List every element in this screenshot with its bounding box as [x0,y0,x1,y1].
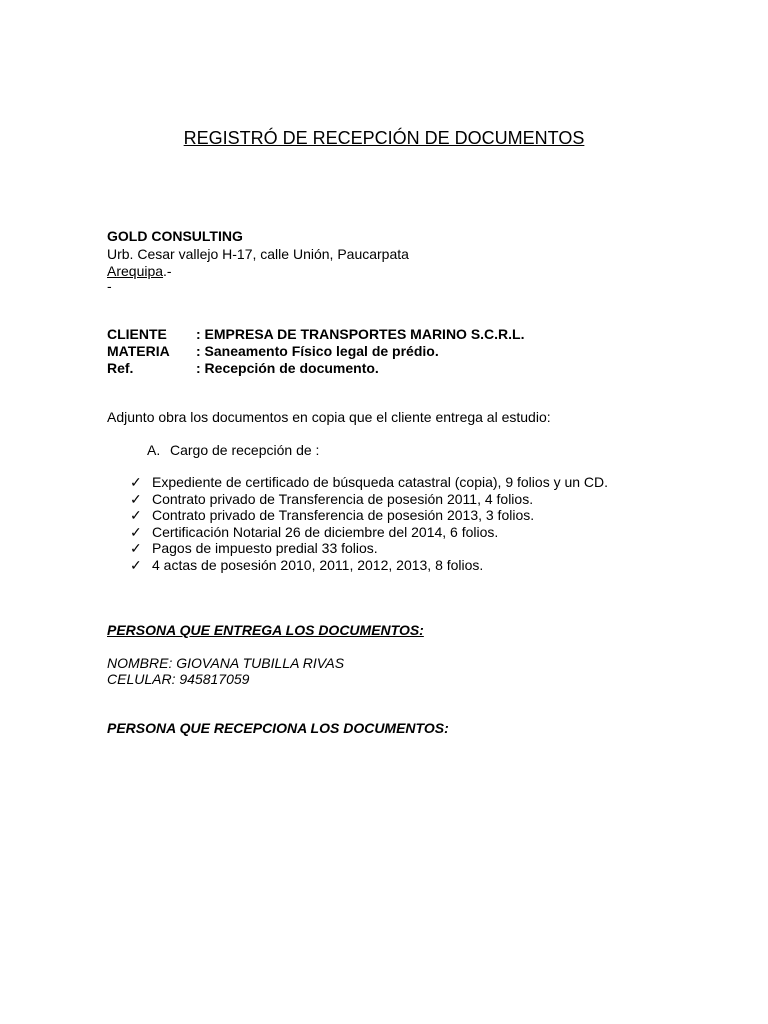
company-city: Arequipa [107,263,164,279]
list-item [130,540,608,557]
document-title: REGISTRÓ DE RECEPCIÓN DE DOCUMENTOS [183,128,585,148]
city-suffix: .- [163,263,172,279]
sub-item-letter: A. [147,442,161,458]
list-item-text: Contrato privado de Transferencia de posesión 2013, 3 folios. [152,507,535,524]
list-item [130,524,608,541]
list-item-text: Certificación Notarial 26 de diciembre del 2014, 6 folios. [152,523,499,540]
checkmark-icon: ✓ [130,474,142,490]
meta-value: : Recepción de documento. [196,360,379,376]
company-name: GOLD CONSULTING [107,228,243,244]
list-item-text: Expediente de certificado de búsqueda catastral (copia), 9 folios y un CD. [152,474,609,490]
meta-value: : EMPRESA DE TRANSPORTES MARINO S.C.R.L. [196,326,525,342]
meta-row-ref [107,360,379,377]
company-address: Urb. Cesar vallejo H-17, calle Unión, Paucarpata [107,246,409,262]
meta-key: Ref. [107,360,134,376]
deliverer-name: NOMBRE: GIOVANA TUBILLA RIVAS [107,655,345,671]
meta-key: MATERIA [107,343,170,359]
receiver-heading: PERSONA QUE RECEPCIONA LOS DOCUMENTOS: [107,720,449,736]
sub-item-text: Cargo de recepción de : [170,442,320,458]
deliverer-heading: PERSONA QUE ENTREGA LOS DOCUMENTOS: [107,622,424,638]
list-item [130,557,608,574]
meta-row-client [107,326,525,343]
company-city-line [107,263,172,280]
meta-row-subject [107,343,439,360]
documents-list [130,474,608,574]
list-item [130,507,608,524]
separator-dash: - [107,278,112,294]
checkmark-icon: ✓ [130,556,142,573]
meta-key: CLIENTE [107,326,167,342]
list-item [130,474,608,491]
meta-value: : Saneamento Físico legal de prédio. [196,343,439,359]
list-item-text: 4 actas de posesión 2010, 2011, 2012, 2013, 8 folios. [152,556,484,573]
list-item-text: Pagos de impuesto predial 33 folios. [152,540,378,557]
checkmark-icon: ✓ [130,523,142,540]
checkmark-icon: ✓ [130,490,142,507]
checkmark-icon: ✓ [130,507,142,524]
deliverer-phone: CELULAR: 945817059 [107,671,250,687]
intro-paragraph: Adjunto obra los documentos en copia que el cliente entrega al estudio: [107,409,551,425]
checkmark-icon: ✓ [130,540,142,557]
list-item [130,491,608,508]
list-item-text: Contrato privado de Transferencia de posesión 2011, 4 folios. [152,490,534,507]
sub-item-a [147,442,319,459]
